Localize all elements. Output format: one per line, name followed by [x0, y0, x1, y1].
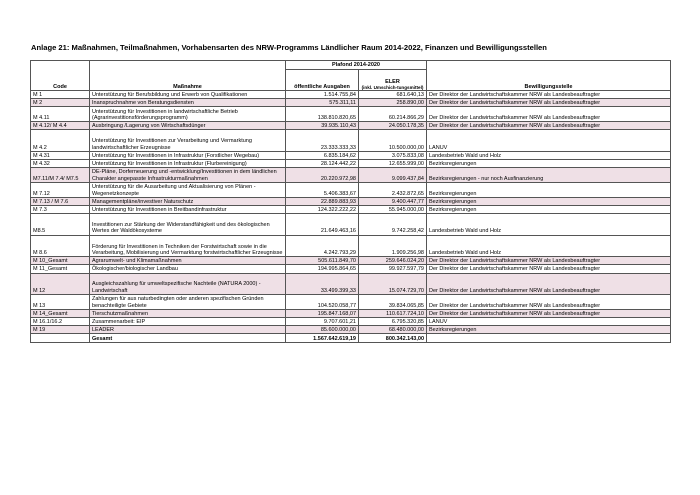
cell-oeffentliche-ausgaben: 5.406.383,67 [286, 183, 359, 198]
cell-eler: 55.945.000,00 [359, 206, 427, 214]
cell-bewilligungsstelle: Der Direktor der Landwirtschaftskammer NRW als Landesbeauftragter [427, 91, 671, 99]
cell-oeffentliche-ausgaben: 104.520.058,77 [286, 295, 359, 310]
cell-code: M 4.31 [31, 151, 90, 159]
cell-bewilligungsstelle: Der Direktor der Landwirtschaftskammer NRW als Landesbeauftragter [427, 99, 671, 107]
cell-code: M 19 [31, 326, 90, 334]
cell-eler: 6.795.320,85 [359, 318, 427, 326]
cell-code: M 4.2 [31, 130, 90, 152]
table-row [31, 91, 671, 99]
cell-massnahme: Managementpläne/investiver Naturschutz [90, 197, 286, 205]
cell-code: M 8.6 [31, 235, 90, 257]
cell-bewilligungsstelle: Der Direktor der Landwirtschaftskammer NRW als Landesbeauftragter [427, 107, 671, 122]
table-row [31, 318, 671, 326]
page-title: Anlage 21: Maßnahmen, Teilmaßnahmen, Vorhabensarten des NRW-Programms Ländlicher Raum 2014-2022, Finanzen und Bewilligungsstellen [31, 43, 547, 52]
cell-oeffentliche-ausgaben: 33.499.399,33 [286, 273, 359, 295]
cell-code: M7.11/M 7.4/ M7.5 [31, 168, 90, 183]
cell-massnahme: Ökologischer/biologischer Landbau [90, 265, 286, 273]
cell-code: M 12 [31, 273, 90, 295]
cell-eler: 259.646.024,20 [359, 257, 427, 265]
cell-eler: 258.890,00 [359, 99, 427, 107]
table-row [31, 235, 671, 257]
cell-eler: 110.617.724,10 [359, 309, 427, 317]
cell-oeffentliche-ausgaben: 28.124.442,22 [286, 160, 359, 168]
cell-oeffentliche-ausgaben: 21.649.463,16 [286, 214, 359, 236]
cell-eler: 68.480.000,00 [359, 326, 427, 334]
header-eler-note: (inkl. Umschich-tungsmittel) [361, 84, 424, 90]
cell-massnahme: Ausgleichszahlung für umweltspezifische Nachteile (NATURA 2000) - Landwirtschaft [90, 273, 286, 295]
cell-massnahme: Inanspruchnahme von Beratungsdiensten [90, 99, 286, 107]
table-row [31, 160, 671, 168]
cell-bewilligungsstelle: Bezirksregierungen [427, 197, 671, 205]
table-row [31, 295, 671, 310]
header-eler-label: ELER [385, 78, 400, 85]
cell-massnahme: DE-Pläne, Dorferneuerung und -entwicklung/Investitionen in dem ländlichen Charakter angepasste Infrastrukturmaßnahmen [90, 168, 286, 183]
cell-eler: 39.834.065,85 [359, 295, 427, 310]
cell-code: M 14_Gesamt [31, 309, 90, 317]
cell-massnahme: Agrarumwelt- und Klimamaßnahmen [90, 257, 286, 265]
cell-bewilligungsstelle: Landesbetrieb Wald und Holz [427, 214, 671, 236]
cell-massnahme: Investitionen zur Stärkung der Widerstandfähigkeit und des ökologischen Wertes der Waldökosysteme [90, 214, 286, 236]
cell-massnahme: Unterstützung für Investitionen in landwirtschaftliche Betrieb (Agrarinvestitionsförderungsprogramm) [90, 107, 286, 122]
table-row [31, 99, 671, 107]
table-row [31, 122, 671, 130]
cell-bewilligungsstelle: Landesbetrieb Wald und Holz [427, 235, 671, 257]
cell-eler: 99.927.597,79 [359, 265, 427, 273]
cell-oeffentliche-ausgaben: 85.600.000,00 [286, 326, 359, 334]
cell-massnahme: Förderung für Investitionen in Techniken der Forstwirtschaft sowie in die Verarbeitung, Mobilisierung und Vermarktung forstwirtschaftlicher Erzeugnisse [90, 235, 286, 257]
header-eler [359, 70, 427, 91]
table-row [31, 326, 671, 334]
cell-oeffentliche-ausgaben: 195.847.168,07 [286, 309, 359, 317]
cell-code: M 4.12/ M 4.4 [31, 122, 90, 130]
total-row [31, 334, 671, 342]
cell-oeffentliche-ausgaben: 9.707.601,21 [286, 318, 359, 326]
cell-code: M8.5 [31, 214, 90, 236]
cell-eler: 60.214.866,29 [359, 107, 427, 122]
cell-bewilligungsstelle: LANUV [427, 130, 671, 152]
cell-bewilligungsstelle: Landesbetrieb Wald und Holz [427, 151, 671, 159]
table-row [31, 130, 671, 152]
cell-code: M 4.11 [31, 107, 90, 122]
cell-oeffentliche-ausgaben: 194.995.864,65 [286, 265, 359, 273]
cell-code: M 7.3 [31, 206, 90, 214]
cell-code: M 11_Gesamt [31, 265, 90, 273]
cell-total-oeffentliche-ausgaben: 1.567.642.619,19 [286, 334, 359, 342]
cell-code: M 4.32 [31, 160, 90, 168]
cell-code: M 10_Gesamt [31, 257, 90, 265]
table-row [31, 183, 671, 198]
cell-code: M 16.1/16.2 [31, 318, 90, 326]
table-row [31, 107, 671, 122]
cell-massnahme: Zusammenarbeit: EIP [90, 318, 286, 326]
cell-code: M 7.13 / M 7.6 [31, 197, 90, 205]
cell-eler: 9.742.258,42 [359, 214, 427, 236]
cell-bewilligungsstelle: Der Direktor der Landwirtschaftskammer NRW als Landesbeauftragter [427, 309, 671, 317]
cell-massnahme: Unterstützung für Investitionen in Breitbandinfrastruktur [90, 206, 286, 214]
cell-massnahme: LEADER [90, 326, 286, 334]
cell-eler: 3.075.833,08 [359, 151, 427, 159]
cell-oeffentliche-ausgaben: 4.242.793,29 [286, 235, 359, 257]
cell-eler: 2.432.872,65 [359, 183, 427, 198]
cell-oeffentliche-ausgaben: 39.935.110,43 [286, 122, 359, 130]
cell-total-empty [427, 334, 671, 342]
table-row [31, 265, 671, 273]
cell-massnahme: Unterstützung für Investitionen in Infrastruktur (Flurbereinigung) [90, 160, 286, 168]
cell-eler: 681.640,13 [359, 91, 427, 99]
cell-eler: 24.050.178,35 [359, 122, 427, 130]
cell-code: M 2 [31, 99, 90, 107]
table-row [31, 151, 671, 159]
cell-oeffentliche-ausgaben: 505.611.849,70 [286, 257, 359, 265]
cell-bewilligungsstelle: Bezirksregierungen [427, 160, 671, 168]
cell-oeffentliche-ausgaben: 6.835.184,62 [286, 151, 359, 159]
cell-bewilligungsstelle: Bezirksregierungen [427, 183, 671, 198]
header-code: Code [31, 61, 90, 91]
header-massnahme: Maßnahme [90, 61, 286, 91]
cell-oeffentliche-ausgaben: 20.220.972,98 [286, 168, 359, 183]
cell-eler: 1.909.256,98 [359, 235, 427, 257]
cell-eler: 9.099.437,84 [359, 168, 427, 183]
cell-oeffentliche-ausgaben: 23.333.333,33 [286, 130, 359, 152]
cell-total-code [31, 334, 90, 342]
cell-oeffentliche-ausgaben: 124.322.222,22 [286, 206, 359, 214]
table-row [31, 257, 671, 265]
cell-eler: 9.400.447,77 [359, 197, 427, 205]
finance-table [30, 60, 671, 343]
cell-eler: 12.655.999,00 [359, 160, 427, 168]
cell-eler: 15.074.729,70 [359, 273, 427, 295]
table-row [31, 273, 671, 295]
cell-massnahme: Zahlungen für aus naturbedingten oder anderen spezifischen Gründen benachteiligte Gebiete [90, 295, 286, 310]
header-bewilligungsstelle: Bewilligungsstelle [427, 61, 671, 91]
table-row [31, 168, 671, 183]
table-row [31, 206, 671, 214]
cell-oeffentliche-ausgaben: 575.311,11 [286, 99, 359, 107]
table-row [31, 197, 671, 205]
table-row [31, 214, 671, 236]
cell-bewilligungsstelle: Bezirksregierungen [427, 326, 671, 334]
cell-bewilligungsstelle: Der Direktor der Landwirtschaftskammer NRW als Landesbeauftragter [427, 257, 671, 265]
cell-bewilligungsstelle: Der Direktor der Landwirtschaftskammer NRW als Landesbeauftragter [427, 273, 671, 295]
cell-massnahme: Unterstützung für Investitionen zur Verarbeitung und Vermarktung landwirtschaftlicher Erzeugnisse [90, 130, 286, 152]
cell-total-label: Gesamt [90, 334, 286, 342]
cell-massnahme: Tierschutzmaßnahmen [90, 309, 286, 317]
cell-code: M 13 [31, 295, 90, 310]
table-row [31, 309, 671, 317]
header-plafond: Plafond 2014-2020 [286, 61, 427, 70]
cell-bewilligungsstelle: LANUV [427, 318, 671, 326]
cell-massnahme: Unterstützung für die Ausarbeitung und Aktualisierung von Plänen - Wegenetzkonzepte [90, 183, 286, 198]
cell-massnahme: Ausbringung /Lagerung von Wirtschaftsdünger [90, 122, 286, 130]
cell-code: M 1 [31, 91, 90, 99]
cell-bewilligungsstelle: Bezirksregierungen [427, 206, 671, 214]
cell-massnahme: Unterstützung für Berufsbildung und Erwerb von Qualifikationen [90, 91, 286, 99]
cell-bewilligungsstelle: Bezirksregierungen - nur noch Ausfinanzierung [427, 168, 671, 183]
header-oeffentliche-ausgaben: öffentliche Ausgaben [286, 70, 359, 91]
cell-total-eler: 800.342.143,00 [359, 334, 427, 342]
cell-bewilligungsstelle: Der Direktor der Landwirtschaftskammer NRW als Landesbeauftragter [427, 295, 671, 310]
cell-oeffentliche-ausgaben: 1.514.755,84 [286, 91, 359, 99]
cell-eler: 10.500.000,00 [359, 130, 427, 152]
cell-massnahme: Unterstützung für Investitionen in Infrastruktur (Forstlicher Wegebau) [90, 151, 286, 159]
cell-oeffentliche-ausgaben: 138.810.820,65 [286, 107, 359, 122]
cell-bewilligungsstelle: Der Direktor der Landwirtschaftskammer NRW als Landesbeauftragter [427, 265, 671, 273]
cell-oeffentliche-ausgaben: 22.889.883,93 [286, 197, 359, 205]
cell-bewilligungsstelle: Der Direktor der Landwirtschaftskammer NRW als Landesbeauftragter [427, 122, 671, 130]
cell-code: M 7.12 [31, 183, 90, 198]
